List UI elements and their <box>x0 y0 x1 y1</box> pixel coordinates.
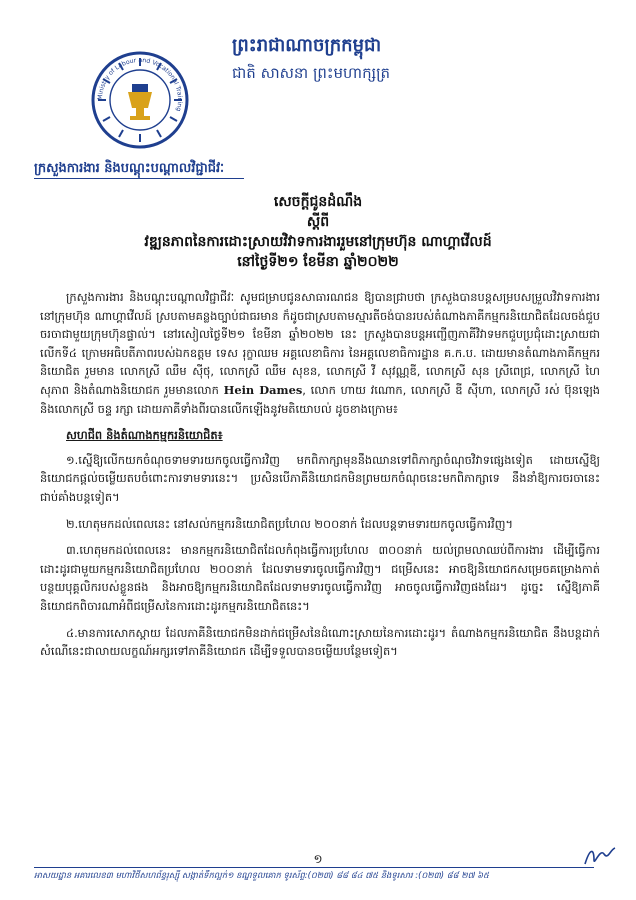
ministry-seal-icon <box>90 50 190 150</box>
notice-body <box>40 288 600 669</box>
title-line-3: វឌ្ឍនភាពនៃការដោះស្រាយវិវាទការងាររួមនៅក្រុមហ៊ុន ណាហ្គាវើលដ៍ <box>144 234 492 250</box>
notice-title <box>40 192 596 272</box>
intro-text-1: ក្រសួងការងារ និងបណ្តុះបណ្តាលវិជ្ជាជីវៈ សូមជម្រាបជូនសាធារណជន ឱ្យបានជ្រាបថា ក្រសួងបានបន្តសម្របសម្រួលវិវាទការងារនៅក្រុមហ៊ុន ណាហ្គាវើលដ៍ ស្របតាមគន្លងច្បាប់ជាធរមាន ក៏ដូចជាស្របតាមស្មារតីចង់បានរបស់តំណាងភាគីកម្មករនិយោជិតដែលចង់ជួបចរចាជាមួយក្រុមហ៊ុនផ្ទាល់។ នៅរសៀលថ្ងៃទី២១ ខែមីនា ឆ្នាំ២០២២ នេះ ក្រសួងបានបន្តអញ្ជើញភាគីវិវាទមកជួបប្រជុំដោះស្រាយជាលើកទី៤ ក្រោមអធិបតីភាពរបស់ឯកឧត្តម ទេស រុក្ខាឈម អគ្គលេខាធិការ នៃអគ្គលេខាធិការដ្ឋាន គ.ក.ប. ដោយមានតំណាងភាគីកម្មករនិយោជិត រួមមាន លោកស្រី ឈឹម ស៊ីថុ, លោកស្រី ឈឹម សុខន, លោកស្រី វី សុវណ្ណឌី, លោកស្រី សុន ស្រីពេជ្រ, លោកស្រី ហៃ សុភាព និងតំណាងនិយោជក រួមមានលោក <box>40 290 600 397</box>
section-heading: សហជីព និងតំណាងកម្មករនិយោជិត៖ <box>66 428 223 443</box>
point-2: ២.ហេតុមកដល់ពេលនេះ នៅសល់កម្មករនិយោជិតប្រហែល ២០០នាក់ ដែលបន្តទាមទារយកចូលធ្វើការវិញ។ <box>66 516 513 531</box>
employer-rep-name: Hein Dames <box>223 382 303 397</box>
ministry-name: ក្រសួងការងារ និងបណ្តុះបណ្តាលវិជ្ជាជីវៈ <box>34 161 225 176</box>
title-line-1: សេចក្តីជូនដំណឹង <box>273 194 363 210</box>
ministry-underline <box>34 178 244 179</box>
national-motto: ជាតិ សាសនា ព្រះមហាក្សត្រ <box>232 64 391 82</box>
kingdom-title: ព្រះរាជាណាចក្រកម្ពុជា <box>232 35 382 56</box>
seal-text: Ministry of Labour and Vocational Training <box>96 56 184 113</box>
title-line-4: នៅថ្ងៃទី២១ ខែមីនា ឆ្នាំ២០២២ <box>237 254 399 270</box>
kingdom-header <box>232 34 612 84</box>
point-3: ៣.ហេតុមកដល់ពេលនេះ មានកម្មករនិយោជិតដែលកំពុងធ្វើការប្រហែល ៣០០នាក់ យល់ព្រមលាឈប់ពីការងារ ដើម្បីធ្វើការដោះដូរជាមួយកម្មករនិយោជិតប្រហែល ២០០នាក់ ដែលទាមទារចូលធ្វើការវិញ។ ជម្រើសនេះ អាចឱ្យនិយោជកសម្រេចគម្រោងកាត់បន្ថយបុគ្គលិករបស់ខ្លួនផង និងអាចឱ្យកម្មករនិយោជិតដែលទាមទារចូលធ្វើការវិញ អាចចូលធ្វើការវិញផងដែរ។ ដូច្នេះ ស្នើឱ្យភាគីនិយោជកពិចារណាអំពីជម្រើសនៃការដោះដូរកម្មករនិយោជិតនេះ។ <box>40 543 600 613</box>
point-4: ៤.មានការសោកស្តាយ ដែលភាគីនិយោជកមិនដាក់ជម្រើសនៃដំណោះស្រាយនៃការដោះដូរ។ តំណាងកម្មករនិយោជិត នឹងបន្តដាក់សំណើនេះជាលាយលក្ខណ៍អក្សរទៅភាគីនិយោជក ដើម្បីទទួលបានចម្លើយបន្ថែមទៀត។ <box>40 625 600 659</box>
point-1: ១.ស្នើឱ្យលើកយកចំណុចទាមទារយកចូលធ្វើការវិញ មកពិភាក្សាមុននឹងឈានទៅពិភាក្សាចំណុចវិវាទផ្សេងទៀត ដោយស្នើឱ្យនិយោជកផ្តល់ចម្លើយតបចំពោះការទាមទារនេះ។ ប្រសិនបើភាគីនិយោជកមិនព្រមយកចំណុចនេះមកពិភាក្សាទេ នឹងនាំឱ្យការចរចានេះ ជាប់គាំងបន្តទៀត។ <box>40 452 600 504</box>
page-number: ១ <box>313 852 323 866</box>
footer-divider <box>34 867 594 868</box>
title-line-2: ស្តីពី <box>306 214 330 230</box>
intro-text-2: , លោក ហាយ វណោក, លោកស្រី ឌី ស៊ីហា, លោកស្រី រស់ ប៊ុនឡេង និងលោកស្រី ចន្ទ រក្សា ដោយភាគីទាំងពីរបានលើកឡើងនូវមតិយោបល់ ដូចខាងក្រោម៖ <box>40 382 600 416</box>
intro-paragraph <box>40 288 600 418</box>
footer-address: អាសយដ្ឋាន អគារលេខ៣ មហាវិថីសហព័ន្ធរុស្ស៊ី សង្កាត់ទឹកល្អក់១ ខណ្ឌទួលគោក ទូរស័ព្ទ:(០២៣) ៨៨ ៨៤ ៧៥ និងទូរសារ :(០២៣) ៨៨ ២៧ ៦៥ <box>34 870 489 880</box>
